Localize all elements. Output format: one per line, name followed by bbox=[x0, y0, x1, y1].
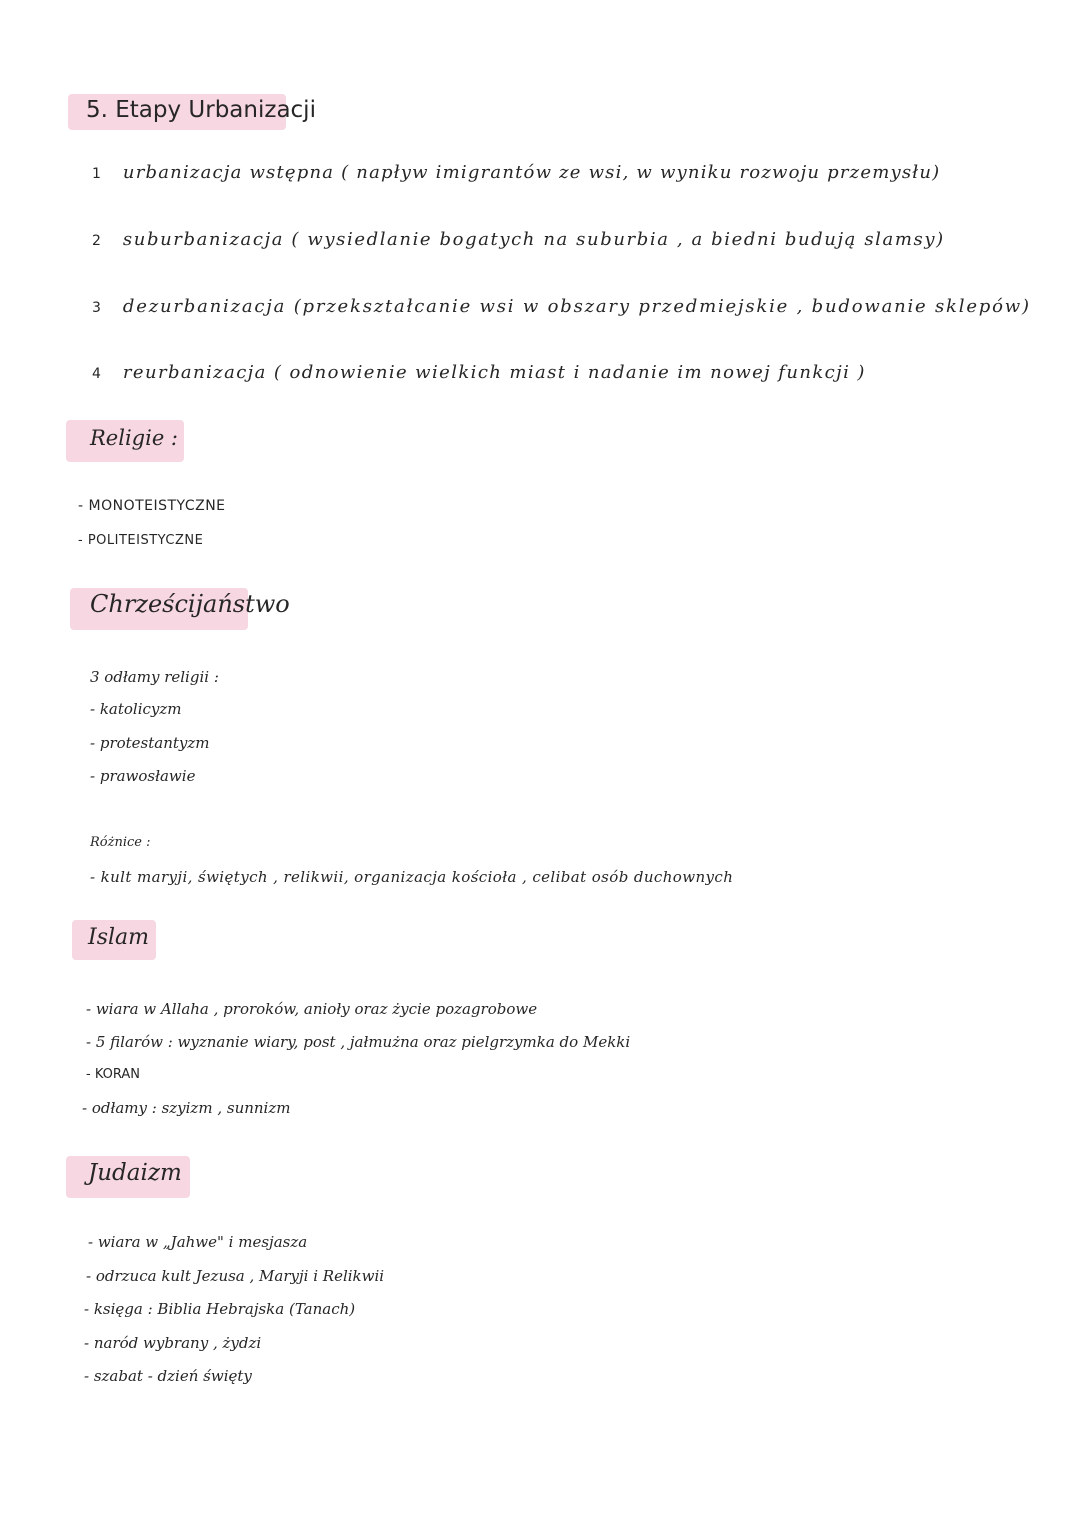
list-item: - odłamy : szyizm , sunnizm bbox=[82, 1099, 291, 1117]
list-item: - wiara w Allaha , proroków, anioły oraz życie pozagrobowe bbox=[86, 1000, 538, 1018]
list-item: 4 reurbanizacja ( odnowienie wielkich miast i nadanie im nowej funkcji ) bbox=[92, 362, 866, 383]
list-item: - MONOTEISTYCZNE bbox=[78, 498, 226, 514]
differences-label: Różnice : bbox=[90, 835, 151, 850]
list-item: - prawosławie bbox=[90, 767, 196, 785]
differences-text: - kult maryji, świętych , relikwii, organizacja kościoła , celibat osób duchownych bbox=[90, 868, 734, 886]
section-title-religions: Religie : bbox=[90, 426, 179, 450]
list-item: 3 dezurbanizacja (przekształcanie wsi w obszary przedmiejskie , budowanie sklepów) bbox=[92, 296, 1031, 317]
section-title-judaism: Judaizm bbox=[88, 1160, 182, 1186]
section-title-christianity: Chrześcijaństwo bbox=[90, 590, 290, 618]
list-item: - naród wybrany , żydzi bbox=[84, 1334, 262, 1352]
section-title-urbanization: 5. Etapy Urbanizacji bbox=[86, 97, 316, 123]
list-item: - odrzuca kult Jezusa , Maryji i Relikwii bbox=[86, 1267, 385, 1285]
list-item: - KORAN bbox=[86, 1067, 140, 1082]
list-item: - POLITEISTYCZNE bbox=[78, 533, 204, 548]
list-item: - szabat - dzień święty bbox=[84, 1367, 252, 1385]
list-item: - protestantyzm bbox=[90, 734, 210, 752]
list-item: 2 suburbanizacja ( wysiedlanie bogatych na suburbia , a biedni budują slamsy) bbox=[92, 229, 945, 250]
list-item: - 5 filarów : wyznanie wiary, post , jałmużna oraz pielgrzymka do Mekki bbox=[86, 1033, 631, 1051]
section-title-islam: Islam bbox=[88, 925, 149, 950]
list-item: - katolicyzm bbox=[90, 700, 182, 718]
list-item: 1 urbanizacja wstępna ( napływ imigrantów ze wsi, w wyniku rozwoju przemysłu) bbox=[92, 162, 941, 183]
list-item: - księga : Biblia Hebrajska (Tanach) bbox=[84, 1300, 356, 1318]
branches-label: 3 odłamy religii : bbox=[90, 668, 219, 686]
list-item: - wiara w „Jahwe" i mesjasza bbox=[88, 1233, 308, 1251]
